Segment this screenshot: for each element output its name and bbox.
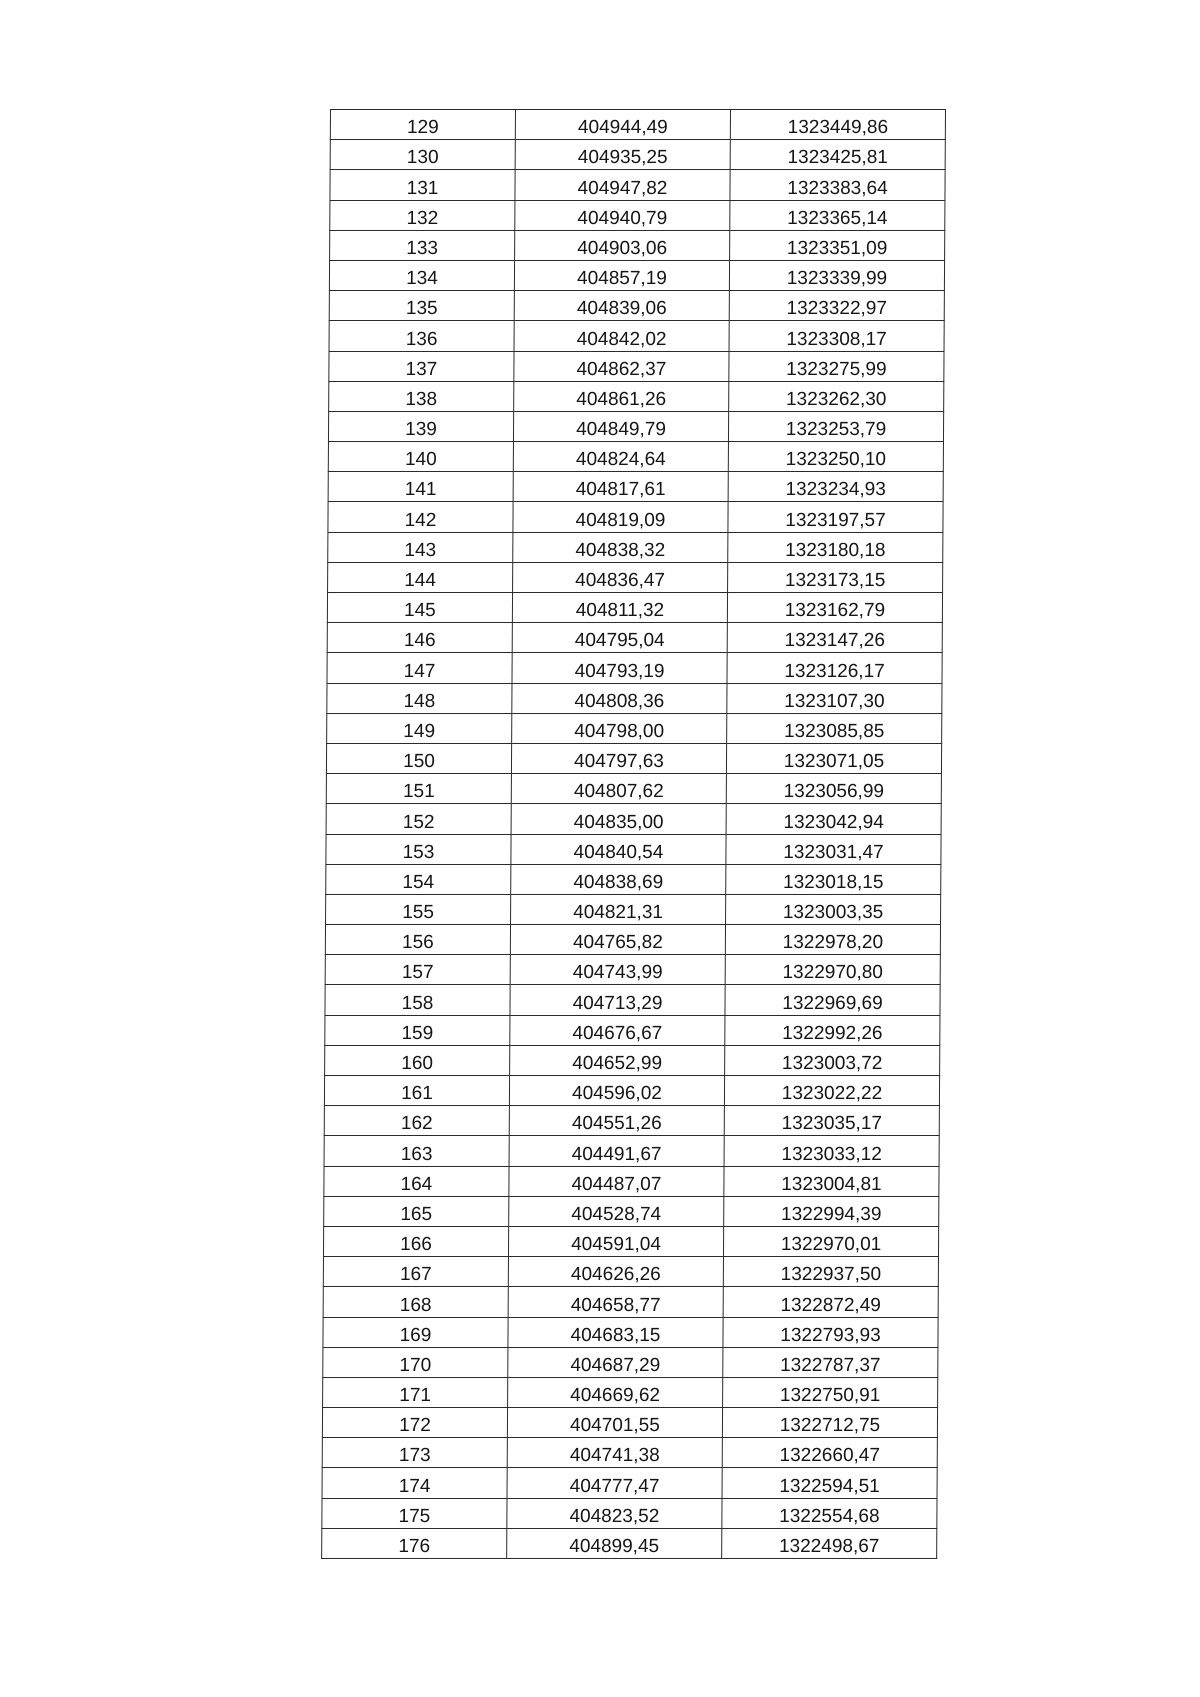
point-number-cell: 140 bbox=[328, 442, 513, 472]
table-row bbox=[323, 1257, 938, 1287]
y-coordinate-cell: 1323275,99 bbox=[729, 351, 944, 381]
y-coordinate-cell: 1323308,17 bbox=[729, 321, 944, 351]
point-number-cell: 145 bbox=[327, 593, 512, 623]
point-number-cell: 159 bbox=[325, 1015, 510, 1045]
table-row bbox=[324, 1196, 939, 1226]
point-number-cell: 132 bbox=[330, 200, 515, 230]
x-coordinate-cell: 404823,52 bbox=[507, 1498, 722, 1528]
point-number-cell: 169 bbox=[323, 1317, 508, 1347]
y-coordinate-cell: 1322750,91 bbox=[723, 1377, 938, 1407]
y-coordinate-cell: 1323253,79 bbox=[728, 411, 943, 441]
table-row bbox=[323, 1226, 938, 1256]
table-row bbox=[325, 1015, 940, 1045]
y-coordinate-cell: 1323197,57 bbox=[728, 502, 943, 532]
y-coordinate-cell: 1323107,30 bbox=[727, 683, 942, 713]
x-coordinate-cell: 404899,45 bbox=[507, 1528, 722, 1558]
y-coordinate-cell: 1323071,05 bbox=[726, 743, 941, 773]
x-coordinate-cell: 404808,36 bbox=[512, 683, 727, 713]
point-number-cell: 156 bbox=[325, 925, 510, 955]
table-row bbox=[322, 1498, 937, 1528]
table-row bbox=[330, 140, 945, 170]
table-row bbox=[322, 1468, 937, 1498]
y-coordinate-cell: 1323173,15 bbox=[728, 562, 943, 592]
y-coordinate-cell: 1322498,67 bbox=[722, 1528, 937, 1558]
table-row bbox=[329, 260, 944, 290]
table-row bbox=[329, 351, 944, 381]
x-coordinate-cell: 404947,82 bbox=[515, 170, 730, 200]
point-number-cell: 152 bbox=[326, 804, 511, 834]
point-number-cell: 163 bbox=[324, 1136, 509, 1166]
table-row bbox=[328, 472, 943, 502]
y-coordinate-cell: 1323339,99 bbox=[729, 260, 944, 290]
x-coordinate-cell: 404487,07 bbox=[509, 1166, 724, 1196]
table-row bbox=[329, 291, 944, 321]
point-number-cell: 162 bbox=[324, 1106, 509, 1136]
coordinates-table bbox=[321, 109, 946, 1559]
table-row bbox=[328, 442, 943, 472]
x-coordinate-cell: 404687,29 bbox=[508, 1347, 723, 1377]
point-number-cell: 154 bbox=[326, 864, 511, 894]
point-number-cell: 143 bbox=[328, 532, 513, 562]
x-coordinate-cell: 404857,19 bbox=[514, 260, 729, 290]
y-coordinate-cell: 1323425,81 bbox=[730, 140, 945, 170]
y-coordinate-cell: 1323262,30 bbox=[729, 381, 944, 411]
x-coordinate-cell: 404849,79 bbox=[513, 411, 728, 441]
point-number-cell: 147 bbox=[327, 653, 512, 683]
x-coordinate-cell: 404944,49 bbox=[515, 110, 730, 140]
x-coordinate-cell: 404836,47 bbox=[513, 562, 728, 592]
y-coordinate-cell: 1323003,72 bbox=[725, 1045, 940, 1075]
point-number-cell: 176 bbox=[322, 1528, 507, 1558]
y-coordinate-cell: 1322937,50 bbox=[723, 1257, 938, 1287]
x-coordinate-cell: 404741,38 bbox=[507, 1438, 722, 1468]
point-number-cell: 138 bbox=[329, 381, 514, 411]
y-coordinate-cell: 1323351,09 bbox=[730, 230, 945, 260]
table-row bbox=[323, 1377, 938, 1407]
point-number-cell: 150 bbox=[326, 743, 511, 773]
point-number-cell: 141 bbox=[328, 472, 513, 502]
x-coordinate-cell: 404839,06 bbox=[514, 291, 729, 321]
x-coordinate-cell: 404591,04 bbox=[508, 1226, 723, 1256]
x-coordinate-cell: 404861,26 bbox=[514, 381, 729, 411]
table-row bbox=[325, 925, 940, 955]
table-row bbox=[328, 411, 943, 441]
table-row bbox=[328, 532, 943, 562]
y-coordinate-cell: 1322969,69 bbox=[725, 985, 940, 1015]
table-row bbox=[325, 1045, 940, 1075]
point-number-cell: 151 bbox=[326, 774, 511, 804]
table-row bbox=[327, 683, 942, 713]
point-number-cell: 137 bbox=[329, 351, 514, 381]
x-coordinate-cell: 404903,06 bbox=[515, 230, 730, 260]
y-coordinate-cell: 1322872,49 bbox=[723, 1287, 938, 1317]
table-row bbox=[324, 1136, 939, 1166]
table-row bbox=[326, 834, 941, 864]
table-row bbox=[326, 894, 941, 924]
table-row bbox=[327, 623, 942, 653]
x-coordinate-cell: 404940,79 bbox=[515, 200, 730, 230]
x-coordinate-cell: 404713,29 bbox=[510, 985, 725, 1015]
point-number-cell: 129 bbox=[330, 110, 515, 140]
y-coordinate-cell: 1323056,99 bbox=[726, 774, 941, 804]
table-row bbox=[330, 110, 945, 140]
table-row bbox=[326, 864, 941, 894]
point-number-cell: 149 bbox=[327, 713, 512, 743]
point-number-cell: 158 bbox=[325, 985, 510, 1015]
x-coordinate-cell: 404793,19 bbox=[512, 653, 727, 683]
table-row bbox=[330, 200, 945, 230]
table-row bbox=[323, 1347, 938, 1377]
y-coordinate-cell: 1323322,97 bbox=[729, 291, 944, 321]
point-number-cell: 167 bbox=[323, 1257, 508, 1287]
x-coordinate-cell: 404777,47 bbox=[507, 1468, 722, 1498]
point-number-cell: 164 bbox=[324, 1166, 509, 1196]
point-number-cell: 170 bbox=[323, 1347, 508, 1377]
table-row bbox=[324, 1166, 939, 1196]
x-coordinate-cell: 404835,00 bbox=[511, 804, 726, 834]
x-coordinate-cell: 404652,99 bbox=[510, 1045, 725, 1075]
y-coordinate-cell: 1323004,81 bbox=[724, 1166, 939, 1196]
x-coordinate-cell: 404701,55 bbox=[507, 1408, 722, 1438]
y-coordinate-cell: 1322594,51 bbox=[722, 1468, 937, 1498]
x-coordinate-cell: 404683,15 bbox=[508, 1317, 723, 1347]
point-number-cell: 139 bbox=[328, 411, 513, 441]
x-coordinate-cell: 404676,67 bbox=[510, 1015, 725, 1045]
y-coordinate-cell: 1322992,26 bbox=[725, 1015, 940, 1045]
y-coordinate-cell: 1323180,18 bbox=[728, 532, 943, 562]
table-row bbox=[322, 1438, 937, 1468]
point-number-cell: 133 bbox=[330, 230, 515, 260]
x-coordinate-cell: 404743,99 bbox=[510, 955, 725, 985]
table-row bbox=[325, 955, 940, 985]
y-coordinate-cell: 1323018,15 bbox=[726, 864, 941, 894]
point-number-cell: 130 bbox=[330, 140, 515, 170]
x-coordinate-cell: 404797,63 bbox=[511, 743, 726, 773]
point-number-cell: 131 bbox=[330, 170, 515, 200]
y-coordinate-cell: 1322970,80 bbox=[725, 955, 940, 985]
table-row bbox=[324, 1076, 939, 1106]
y-coordinate-cell: 1322712,75 bbox=[722, 1408, 937, 1438]
point-number-cell: 148 bbox=[327, 683, 512, 713]
point-number-cell: 165 bbox=[324, 1196, 509, 1226]
x-coordinate-cell: 404935,25 bbox=[515, 140, 730, 170]
x-coordinate-cell: 404626,26 bbox=[508, 1257, 723, 1287]
table-row bbox=[323, 1317, 938, 1347]
y-coordinate-cell: 1322970,01 bbox=[723, 1226, 938, 1256]
x-coordinate-cell: 404596,02 bbox=[509, 1076, 724, 1106]
point-number-cell: 135 bbox=[329, 291, 514, 321]
y-coordinate-cell: 1323085,85 bbox=[727, 713, 942, 743]
table-row bbox=[329, 321, 944, 351]
x-coordinate-cell: 404795,04 bbox=[512, 623, 727, 653]
y-coordinate-cell: 1322787,37 bbox=[723, 1347, 938, 1377]
table-row bbox=[327, 653, 942, 683]
table-row bbox=[330, 170, 945, 200]
x-coordinate-cell: 404807,62 bbox=[511, 774, 726, 804]
y-coordinate-cell: 1323449,86 bbox=[730, 110, 945, 140]
x-coordinate-cell: 404491,67 bbox=[509, 1136, 724, 1166]
point-number-cell: 153 bbox=[326, 834, 511, 864]
y-coordinate-cell: 1322554,68 bbox=[722, 1498, 937, 1528]
x-coordinate-cell: 404840,54 bbox=[511, 834, 726, 864]
x-coordinate-cell: 404842,02 bbox=[514, 321, 729, 351]
table-row bbox=[325, 985, 940, 1015]
x-coordinate-cell: 404862,37 bbox=[514, 351, 729, 381]
point-number-cell: 144 bbox=[328, 562, 513, 592]
x-coordinate-cell: 404817,61 bbox=[513, 472, 728, 502]
table-row bbox=[322, 1528, 937, 1558]
point-number-cell: 142 bbox=[328, 502, 513, 532]
point-number-cell: 174 bbox=[322, 1468, 507, 1498]
table-row bbox=[329, 381, 944, 411]
y-coordinate-cell: 1323126,17 bbox=[727, 653, 942, 683]
table-row bbox=[326, 743, 941, 773]
point-number-cell: 160 bbox=[325, 1045, 510, 1075]
table-row bbox=[330, 230, 945, 260]
point-number-cell: 136 bbox=[329, 321, 514, 351]
x-coordinate-cell: 404838,32 bbox=[513, 532, 728, 562]
y-coordinate-cell: 1322793,93 bbox=[723, 1317, 938, 1347]
x-coordinate-cell: 404811,32 bbox=[512, 593, 727, 623]
point-number-cell: 175 bbox=[322, 1498, 507, 1528]
point-number-cell: 146 bbox=[327, 623, 512, 653]
y-coordinate-cell: 1323033,12 bbox=[724, 1136, 939, 1166]
table-row bbox=[326, 774, 941, 804]
x-coordinate-cell: 404824,64 bbox=[513, 442, 728, 472]
x-coordinate-cell: 404551,26 bbox=[509, 1106, 724, 1136]
x-coordinate-cell: 404528,74 bbox=[509, 1196, 724, 1226]
x-coordinate-cell: 404765,82 bbox=[510, 925, 725, 955]
coordinates-table-body bbox=[322, 110, 946, 1559]
point-number-cell: 157 bbox=[325, 955, 510, 985]
table-row bbox=[322, 1408, 937, 1438]
table-row bbox=[328, 502, 943, 532]
x-coordinate-cell: 404821,31 bbox=[511, 894, 726, 924]
x-coordinate-cell: 404838,69 bbox=[511, 864, 726, 894]
y-coordinate-cell: 1323035,17 bbox=[724, 1106, 939, 1136]
y-coordinate-cell: 1323162,79 bbox=[727, 593, 942, 623]
point-number-cell: 134 bbox=[329, 260, 514, 290]
y-coordinate-cell: 1322660,47 bbox=[722, 1438, 937, 1468]
y-coordinate-cell: 1323383,64 bbox=[730, 170, 945, 200]
y-coordinate-cell: 1323031,47 bbox=[726, 834, 941, 864]
table-row bbox=[328, 562, 943, 592]
x-coordinate-cell: 404669,62 bbox=[508, 1377, 723, 1407]
point-number-cell: 172 bbox=[322, 1408, 507, 1438]
x-coordinate-cell: 404819,09 bbox=[513, 502, 728, 532]
y-coordinate-cell: 1322994,39 bbox=[724, 1196, 939, 1226]
point-number-cell: 155 bbox=[326, 894, 511, 924]
y-coordinate-cell: 1323365,14 bbox=[730, 200, 945, 230]
point-number-cell: 173 bbox=[322, 1438, 507, 1468]
y-coordinate-cell: 1323147,26 bbox=[727, 623, 942, 653]
y-coordinate-cell: 1323022,22 bbox=[724, 1076, 939, 1106]
point-number-cell: 168 bbox=[323, 1287, 508, 1317]
y-coordinate-cell: 1322978,20 bbox=[725, 925, 940, 955]
table-row bbox=[327, 593, 942, 623]
point-number-cell: 161 bbox=[324, 1076, 509, 1106]
y-coordinate-cell: 1323003,35 bbox=[726, 894, 941, 924]
point-number-cell: 166 bbox=[323, 1226, 508, 1256]
point-number-cell: 171 bbox=[323, 1377, 508, 1407]
table-row bbox=[324, 1106, 939, 1136]
y-coordinate-cell: 1323234,93 bbox=[728, 472, 943, 502]
x-coordinate-cell: 404658,77 bbox=[508, 1287, 723, 1317]
table-row bbox=[327, 713, 942, 743]
table-row bbox=[326, 804, 941, 834]
y-coordinate-cell: 1323042,94 bbox=[726, 804, 941, 834]
x-coordinate-cell: 404798,00 bbox=[512, 713, 727, 743]
y-coordinate-cell: 1323250,10 bbox=[728, 442, 943, 472]
table-row bbox=[323, 1287, 938, 1317]
